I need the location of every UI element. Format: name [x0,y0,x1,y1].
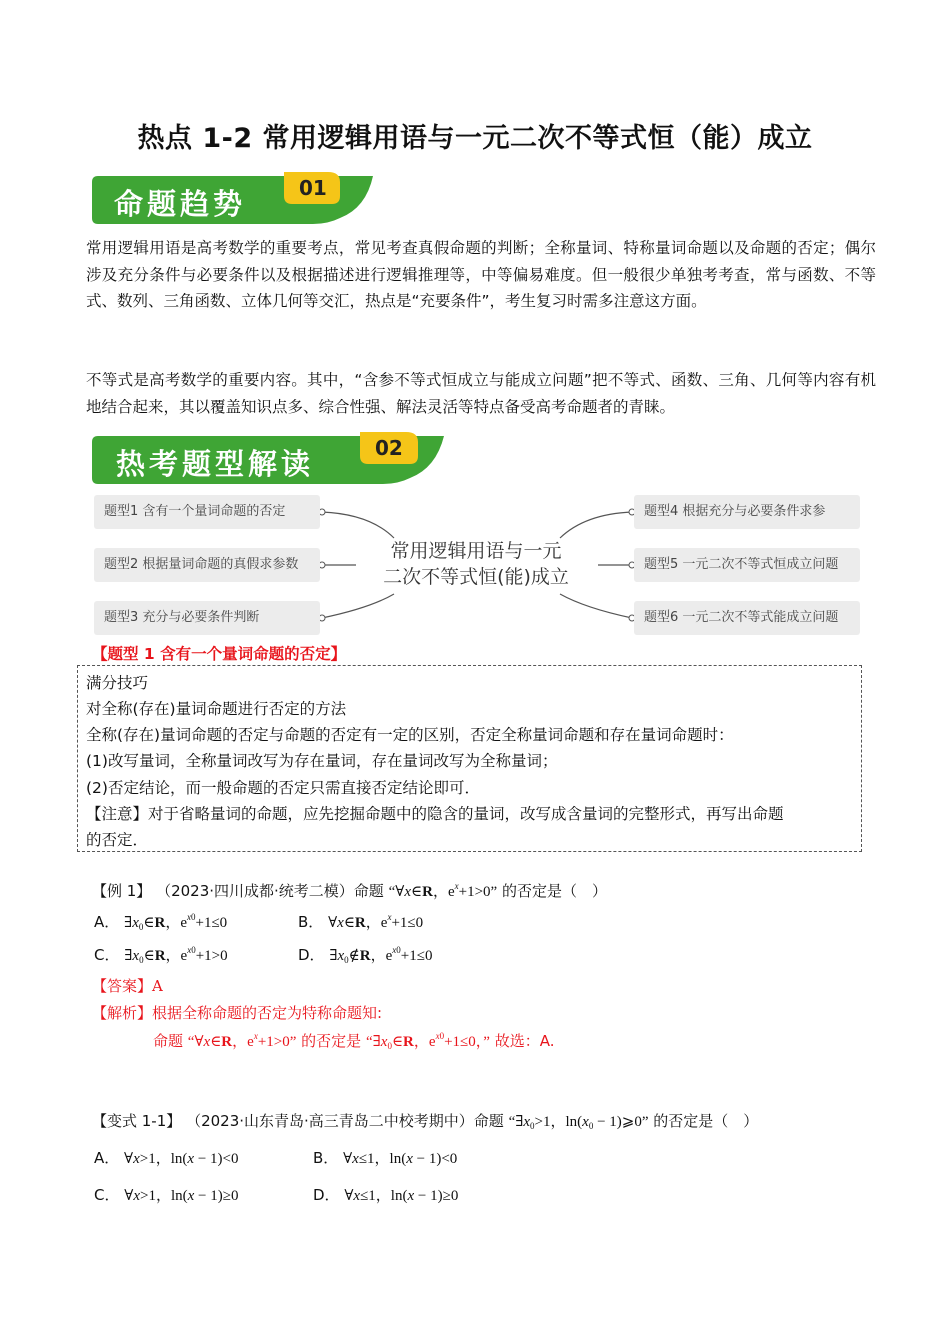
answer-value: A [152,977,163,995]
example-1-conclusion: 命题 “∀x∈R，$e^x+1>0$” 的否定是 “$\exists x_0\in R$，$e^{x0}+1\le 0$，” 故选：A. [153,1031,555,1051]
example-1-question [92,880,607,901]
intro-paragraph-2: 不等式是高考数学的重要内容。其中，“含参不等式恒成立与能成立问题”把不等式、函数、三角、几何等内容有机地结合起来，其以覆盖知识点多、综合性强、解法灵活等特点备受高考命题者的青睐。 [86,371,876,416]
page-title: 热点 1-2 常用逻辑用语与一元二次不等式恒（能）成立 [137,123,813,154]
hot-types-banner-number: 02 [375,436,403,460]
trend-banner-label: 命题趋势 [114,187,247,221]
variant-1-1-option-a: A． ∀x>1，ln(x − 1)<0 [94,1149,239,1167]
variant-1-1-proposition: “$\exists x_0>1$，$\ln(x_0$ − 1)⩾0” [508,1114,649,1131]
analysis-text: 根据全称命题的否定为特称命题知: [152,1004,383,1022]
mindmap-node-type-2: 题型2 根据量词命题的真假求参数 [94,548,320,582]
option-b-label: B． [298,913,324,931]
variant-1-1-option-b: B． ∀x≤1，ln(x − 1)<0 [313,1149,458,1167]
example-1-tail: 的否定是（ ） [501,882,607,900]
section-heading-type-1: 【题型 1 含有一个量词命题的否定】 [92,645,347,663]
variant-1-1-tail: 的否定是（ ） [653,1112,759,1130]
option-d-label: D． [298,946,325,964]
analysis-label: 【解析】 [92,1004,153,1022]
hot-types-banner-label: 热考题型解读 [116,447,315,481]
tips-line-3: 全称(存在)量词命题的否定与命题的否定有一定的区别，否定全称量词命题和存在量词命题时： [86,726,734,744]
intro-paragraph-1: 常用逻辑用语是高考数学的重要考点，常见考查真假命题的判断；全称量词、特称量词命题以及命题的否定；偶尔涉及充分条件与必要条件以及根据描述进行逻辑推理等，中等偏易难度。但一般很少单独考考查，常与函数、不等式、数列、三角函数、立体几何等交汇，热点是“充要条件”，考生复习时需多注意这方面。 [86,239,876,310]
variant-1-1-option-c: C． ∀x>1，ln(x − 1)≥0 [94,1186,239,1204]
conclusion-prefix: 命题 [153,1032,184,1050]
mindmap-node-type-4: 题型4 根据充分与必要条件求参 [634,495,860,529]
tips-line-4: (1)改写量词，全称量词改写为存在量词，存在量词改写为全称量词； [86,752,558,770]
example-1-option-d: D． $\exists x_0\notin R$，$e^{x0}+1\le 0$ [298,945,433,965]
example-1-analysis [92,1002,382,1023]
variant-option-a-label: A． [94,1149,120,1167]
conclusion-suffix: 故选：A. [494,1032,555,1050]
tips-line-2: 对全称(存在)量词命题进行否定的方法 [86,700,347,718]
variant-1-1-source: （2023·山东青岛·高三青岛二中校考期中）命题 [186,1112,504,1130]
tips-line-6: 【注意】对于省略量词的命题，应先挖掘命题中的隐含的量词，改写成含量词的完整形式，再写出命题 [86,805,784,823]
example-1-option-a: A． $\exists x_0\in R$，$e^{x0}+1\le 0$ [94,912,228,932]
example-1-answer [92,975,163,996]
example-1-option-b: B． ∀x∈R，$e^x+1\le 0$ [298,912,424,931]
variant-1-1-label: 【变式 1-1】 [92,1112,182,1130]
mindmap-center-line-2: 二次不等式恒(能)成立 [383,566,569,588]
variant-option-d-label: D． [313,1186,340,1204]
mindmap-node-type-3: 题型3 充分与必要条件判断 [94,601,320,635]
tips-line-5: (2)否定结论，而一般命题的否定只需直接否定结论即可． [86,779,480,797]
example-1-option-c: C． $\exists x_0\in R$，$e^{x0}+1>0$ [94,945,228,965]
mindmap-center [360,538,592,590]
example-1-source: （2023·四川成都·统考二模）命题 [156,882,384,900]
option-c-label: C． [94,946,120,964]
example-1-proposition: “∀x∈R，$e^x+1>0$” [388,881,498,900]
answer-label: 【答案】 [92,977,153,995]
trend-banner [88,170,378,230]
hot-types-banner [88,430,448,488]
mindmap-node-type-6: 题型6 一元二次不等式能成立问题 [634,601,860,635]
variant-option-c-label: C． [94,1186,120,1204]
trend-banner-number: 01 [299,176,327,200]
variant-option-b-label: B． [313,1149,339,1167]
tips-line-7: 的否定． [86,831,149,849]
tips-title: 满分技巧 [86,674,149,692]
conclusion-middle: 的否定是 [301,1032,362,1050]
variant-1-1-question [92,1110,758,1131]
mindmap-node-type-5: 题型5 一元二次不等式恒成立问题 [634,548,860,582]
mindmap-node-type-1: 题型1 含有一个量词命题的否定 [94,495,320,529]
variant-1-1-option-d: D． ∀x≤1，ln(x − 1)≥0 [313,1186,459,1204]
mindmap-center-line-1: 常用逻辑用语与一元 [390,540,562,562]
example-1-label: 【例 1】 [92,882,152,900]
option-a-label: A． [94,913,120,931]
